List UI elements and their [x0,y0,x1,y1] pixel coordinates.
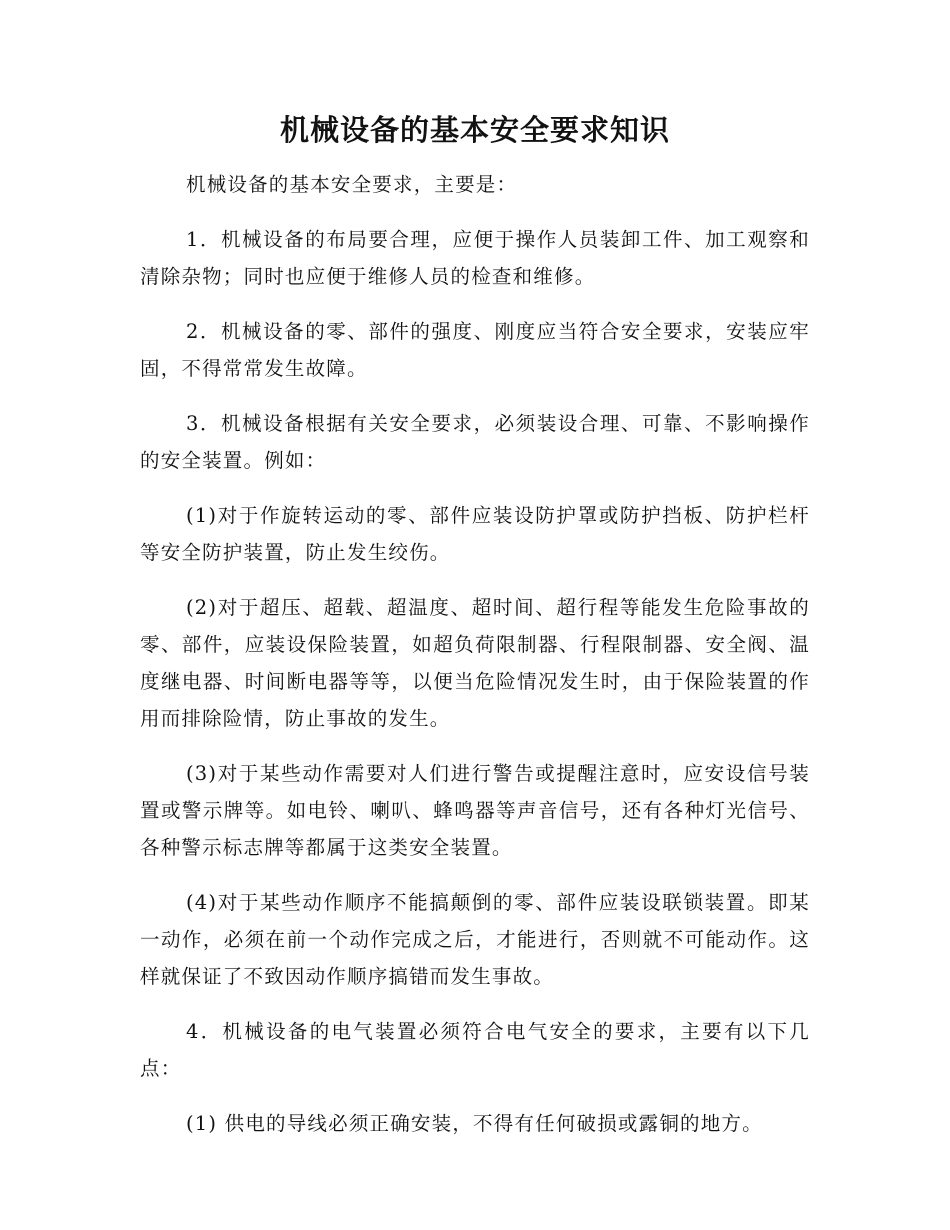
paragraph-subitem-3-1: (1)对于作旋转运动的零、部件应装设防护罩或防护挡板、防护栏杆等安全防护装置，防止发生绞伤。 [140,504,810,564]
paragraph-item-4: 4．机械设备的电气装置必须符合电气安全的要求，主要有以下几点： [140,1020,810,1080]
document-title: 机械设备的基本安全要求知识 [279,113,670,147]
paragraph-intro: 机械设备的基本安全要求，主要是： [186,173,518,196]
paragraph-subitem-3-3: (3)对于某些动作需要对人们进行警告或提醒注意时，应安设信号装置或警示牌等。如电铃、喇叭、蜂鸣器等声音信号，还有各种灯光信号、各种警示标志牌等都属于这类安全装置。 [140,762,810,859]
paragraph-item-2: 2．机械设备的零、部件的强度、刚度应当符合安全要求，安装应牢固，不得常常发生故障。 [140,320,810,380]
paragraph-subitem-3-4: (4)对于某些动作顺序不能搞颠倒的零、部件应装设联锁装置。即某一动作，必须在前一个动作完成之后，才能进行，否则就不可能动作。这样就保证了不致因动作顺序搞错而发生事故。 [140,891,810,988]
paragraph-item-3: 3．机械设备根据有关安全要求，必须装设合理、可靠、不影响操作的安全装置。例如： [140,412,810,472]
paragraph-subitem-3-2: (2)对于超压、超载、超温度、超时间、超行程等能发生危险事故的零、部件，应装设保险装置，如超负荷限制器、行程限制器、安全阀、温度继电器、时间断电器等等，以便当危险情况发生时，由于保险装置的作用而排除险情，防止事故的发生。 [140,596,810,730]
document-body [140,166,810,1160]
paragraph-subitem-4-1: (1) 供电的导线必须正确安装，不得有任何破损或露铜的地方。 [186,1112,763,1135]
paragraph-item-1: 1．机械设备的布局要合理，应便于操作人员装卸工件、加工观察和清除杂物；同时也应便于维修人员的检查和维修。 [140,228,810,288]
